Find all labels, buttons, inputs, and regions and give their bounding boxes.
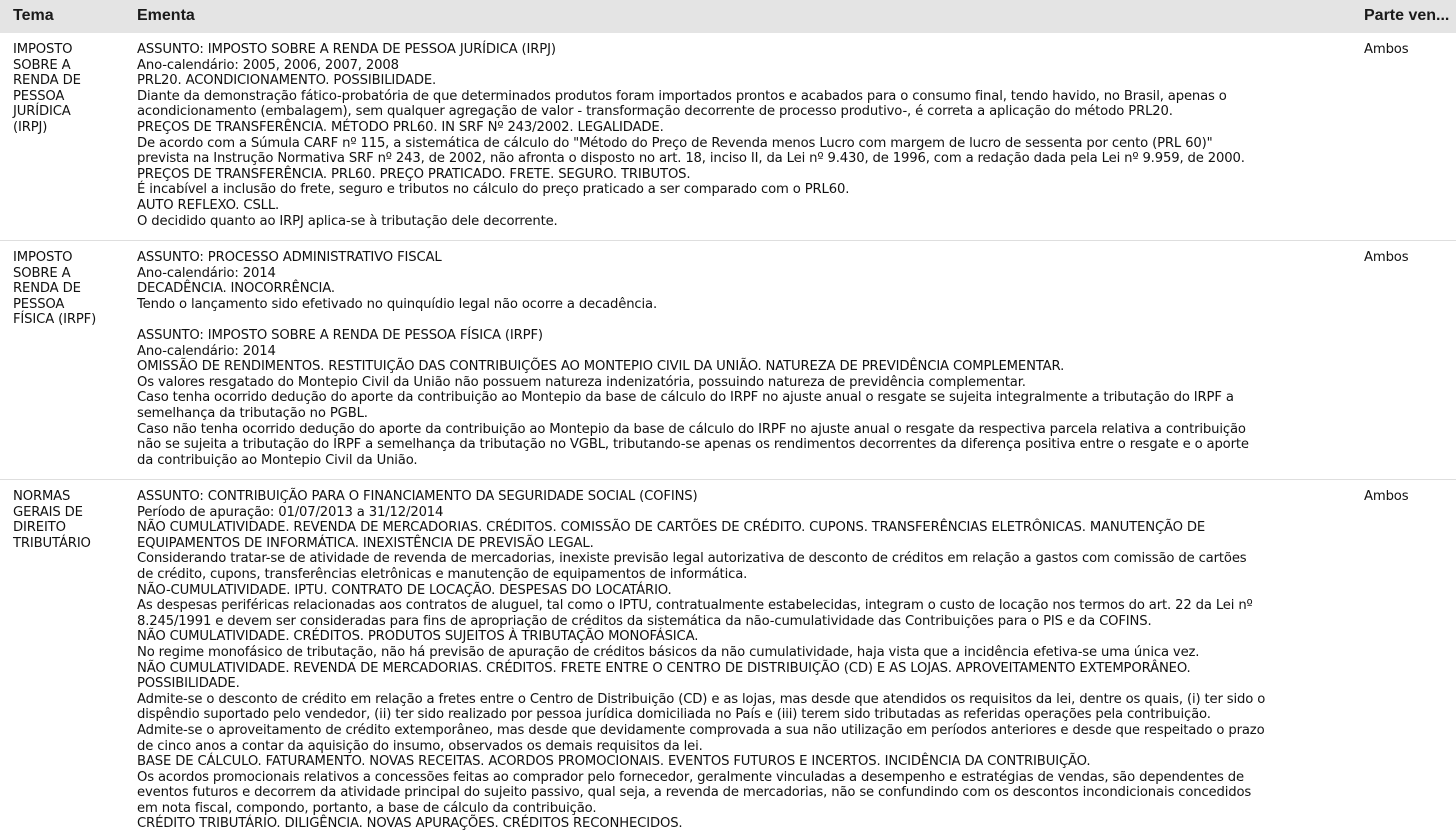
ementa-line: 8.245/1991 e devem ser consideradas para fins de apropriação de créditos da sistemática da não-cumulatividade das Contribuições para o PIS e da COFINS. — [137, 613, 1152, 629]
ementa-line: dispêndio suportado pelo vendedor, (ii) ter sido realizado por pessoa jurídica domiciliada no País e (iii) terem sido tributadas as referidas operações pela contribuição. — [137, 707, 1211, 723]
ementa-cell — [137, 489, 1352, 832]
ementa-line: Ano-calendário: 2005, 2006, 2007, 2008 — [137, 57, 399, 73]
ementa-line: Ano-calendário: 2014 — [137, 343, 276, 359]
ementa-line: Admite-se o desconto de crédito em relação a fretes entre o Centro de Distribuição (CD) e as lojas, mas desde que atendidos os requisitos da lei, dentre os quais, (i) ter sido o — [137, 691, 1266, 707]
ementa-line: Ano-calendário: 2014 — [137, 265, 276, 281]
ementa-line: Os valores resgatado do Montepio Civil da União não possuem natureza indenizatória, possuindo natureza de previdência complementar. — [137, 374, 1026, 390]
ementa-line: ASSUNTO: IMPOSTO SOBRE A RENDA DE PESSOA JURÍDICA (IRPJ) — [137, 42, 556, 57]
tema-cell — [13, 489, 123, 551]
tema-cell — [13, 42, 123, 136]
tema-line: IMPOSTO — [13, 250, 73, 265]
ementa-line: não se sujeita a tributação do IRPF a semelhança da tributação no VGBL, tributando-se apenas os rendimentos decorrentes da diferença positiva entre o resgate e o aporte — [137, 437, 1249, 453]
ementa-line: DECADÊNCIA. INOCORRÊNCIA. — [137, 281, 335, 297]
tema-line: TRIBUTÁRIO — [13, 535, 91, 551]
ementa-line: POSSIBILIDADE. — [137, 676, 240, 692]
ementa-line: Caso tenha ocorrido dedução do aporte da contribuição ao Montepio da base de cálculo do IRPF no ajuste anual o resgate se sujeita integralmente a tributação do IRPF a — [137, 390, 1234, 406]
tema-line: RENDA DE — [13, 73, 81, 89]
column-header-parte-vencedora[interactable]: Parte ven... — [1364, 7, 1450, 24]
tema-line: NORMAS — [13, 489, 71, 504]
ementa-line: AUTO REFLEXO. CSLL. — [137, 197, 280, 213]
ementa-line: eventos futuros e decorrem da atividade principal do sujeito passivo, qual seja, a revenda de mercadorias, não se confundindo com os descontos incondicionais concedidos — [137, 785, 1252, 801]
ementa-line: semelhança da tributação no PGBL. — [137, 405, 368, 421]
parte-cell: Ambos — [1364, 250, 1409, 265]
ementa-line: O decidido quanto ao IRPJ aplica-se à tributação dele decorrente. — [137, 213, 558, 229]
column-header-ementa[interactable]: Ementa — [137, 7, 195, 24]
ementa-line: NÃO CUMULATIVIDADE. REVENDA DE MERCADORIAS. CRÉDITOS. COMISSÃO DE CARTÕES DE CRÉDITO. CUPONS. TRANSFERÊNCIAS ELETRÔNICAS. MANUTENÇÃO DE — [137, 520, 1206, 536]
tema-line: RENDA DE — [13, 281, 81, 297]
ementa-line: NÃO CUMULATIVIDADE. REVENDA DE MERCADORIAS. CRÉDITOS. FRETE ENTRE O CENTRO DE DISTRIBUIÇÃO (CD) E AS LOJAS. APROVEITAMENTO EXTEMPORÂNEO. — [137, 660, 1191, 676]
tema-line: DIREITO — [13, 520, 66, 536]
ementa-line: Diante da demonstração fático-probatória de que determinados produtos foram importados prontos e acabados para o consumo final, tendo havido, no Brasil, apenas o — [137, 88, 1227, 104]
paragraph-gap — [137, 312, 1352, 328]
tema-line: SOBRE A — [13, 265, 71, 281]
ementa-line: PREÇOS DE TRANSFERÊNCIA. MÉTODO PRL60. IN SRF Nº 243/2002. LEGALIDADE. — [137, 119, 664, 135]
ementa-line: da contribuição ao Montepio Civil da União. — [137, 452, 418, 468]
ementa-line: Admite-se o aproveitamento de crédito extemporâneo, mas desde que devidamente comprovada a sua não utilização em períodos anteriores e desde que respeitado o prazo — [137, 722, 1265, 738]
ementa-line: PRL20. ACONDICIONAMENTO. POSSIBILIDADE. — [137, 73, 437, 89]
ementa-line: As despesas periféricas relacionadas aos contratos de aluguel, tal como o IPTU, contratualmente estabelecidas, integram o custo de locação nos termos do art. 22 da Lei nº — [137, 598, 1253, 614]
ementa-line: prevista na Instrução Normativa SRF nº 243, de 2002, não afronta o disposto no art. 18, inciso II, da Lei nº 9.430, de 1996, com a redação dada pela Lei nº 9.959, de 2000. — [137, 151, 1245, 167]
ementa-line: ASSUNTO: IMPOSTO SOBRE A RENDA DE PESSOA FÍSICA (IRPF) — [137, 327, 543, 343]
table-row[interactable] — [0, 33, 1456, 241]
tema-line: (IRPJ) — [13, 119, 48, 135]
ementa-line: Considerando tratar-se de atividade de revenda de mercadorias, inexiste previsão legal autorizativa de desconto de créditos em relação a gastos com comissão de cartões — [137, 551, 1247, 567]
ementa-line: CRÉDITO TRIBUTÁRIO. DILIGÊNCIA. NOVAS APURAÇÕES. CRÉDITOS RECONHECIDOS. — [137, 816, 683, 832]
parte-cell: Ambos — [1364, 489, 1409, 504]
parte-cell: Ambos — [1364, 42, 1409, 57]
tema-line: JURÍDICA — [13, 104, 71, 120]
table-row[interactable] — [0, 241, 1456, 480]
ementa-line: em nota fiscal, compondo, portanto, a base de cálculo da contribuição. — [137, 800, 597, 816]
ementa-line: PREÇOS DE TRANSFERÊNCIA. PRL60. PREÇO PRATICADO. FRETE. SEGURO. TRIBUTOS. — [137, 166, 691, 182]
ementa-line: de cinco anos a contar da aquisição do insumo, observados os demais requisitos da lei. — [137, 738, 703, 754]
tema-line: FÍSICA (IRPF) — [13, 312, 97, 328]
ementa-cell — [137, 250, 1352, 468]
table-row[interactable] — [0, 480, 1456, 832]
ementa-line: Os acordos promocionais relativos a concessões feitas ao comprador pelo fornecedor, geralmente vinculadas a desempenho e estratégias de vendas, são dependentes de — [137, 769, 1244, 785]
tema-line: SOBRE A — [13, 57, 71, 73]
ementa-line: BASE DE CÁLCULO. FATURAMENTO. NOVAS RECEITAS. ACORDOS PROMOCIONAIS. EVENTOS FUTUROS E INCERTOS. INCIDÊNCIA DA CONTRIBUIÇÃO. — [137, 754, 1091, 770]
ementa-cell — [137, 42, 1352, 229]
ementa-line: É incabível a inclusão do frete, seguro e tributos no cálculo do preço praticado a ser comparado com o PRL60. — [137, 182, 850, 198]
column-header-tema[interactable]: Tema — [13, 7, 54, 24]
ementa-line: NÃO-CUMULATIVIDADE. IPTU. CONTRATO DE LOCAÇÃO. DESPESAS DO LOCATÁRIO. — [137, 582, 672, 598]
ementa-line: OMISSÃO DE RENDIMENTOS. RESTITUIÇÃO DAS CONTRIBUIÇÕES AO MONTEPIO CIVIL DA UNIÃO. NATUREZA DE PREVIDÊNCIA COMPLEMENTAR. — [137, 359, 1065, 375]
ementa-line: ASSUNTO: PROCESSO ADMINISTRATIVO FISCAL — [137, 250, 442, 265]
ementa-line: acondicionamento (embalagem), sem qualquer agregação de valor - transformação decorrente de processo produtivo-, é correta a aplicação do método PRL20. — [137, 104, 1173, 120]
ementa-line: Tendo o lançamento sido efetivado no quinquídio legal não ocorre a decadência. — [137, 296, 658, 312]
ementa-line: Período de apuração: 01/07/2013 a 31/12/2014 — [137, 504, 444, 520]
tema-line: PESSOA — [13, 88, 65, 104]
ementa-line: EQUIPAMENTOS DE INFORMÁTICA. INEXISTÊNCIA DE PREVISÃO LEGAL. — [137, 535, 594, 551]
tema-line: GERAIS DE — [13, 504, 83, 520]
tema-line: IMPOSTO — [13, 42, 73, 57]
tema-cell — [13, 250, 123, 328]
ementa-line: Caso não tenha ocorrido dedução do aporte da contribuição ao Montepio da base de cálculo do IRPF no ajuste anual o resgate da respectiva parcela relativa a contribuição — [137, 421, 1246, 437]
table-header — [0, 0, 1456, 33]
ementa-line: No regime monofásico de tributação, não há previsão de apuração de créditos básicos da não cumulatividade, haja vista que a incidência efetiva-se uma única vez. — [137, 644, 1200, 660]
tema-line: PESSOA — [13, 296, 65, 312]
ementa-line: NÃO CUMULATIVIDADE. CRÉDITOS. PRODUTOS SUJEITOS À TRIBUTAÇÃO MONOFÁSICA. — [137, 629, 699, 645]
ementa-line: De acordo com a Súmula CARF nº 115, a sistemática de cálculo do "Método do Preço de Revenda menos Lucro com margem de lucro de sessenta por cento (PRL 60)" — [137, 135, 1213, 151]
ementa-line: de crédito, cupons, transferências eletrônicas e manutenção de equipamentos de informática. — [137, 566, 748, 582]
ementa-line: ASSUNTO: CONTRIBUIÇÃO PARA O FINANCIAMENTO DA SEGURIDADE SOCIAL (COFINS) — [137, 489, 698, 504]
